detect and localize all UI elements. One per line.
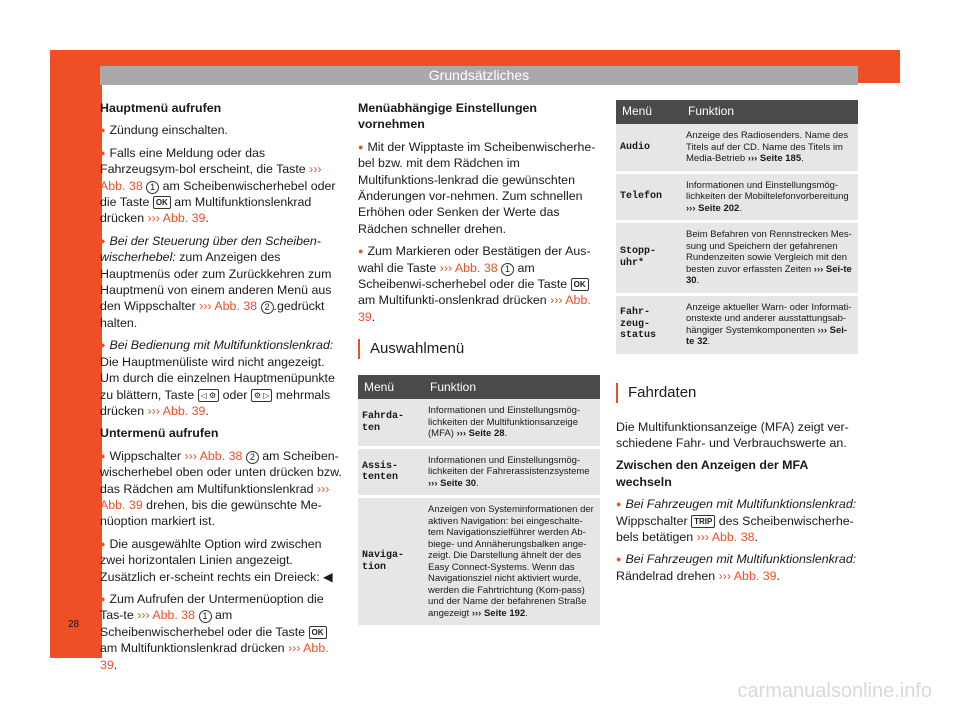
table-header: Menü [616, 100, 682, 124]
page-link[interactable]: ››› Seite 202 [686, 202, 740, 214]
page-link[interactable]: ››› Seite 192 [471, 607, 526, 619]
figure-link[interactable]: ››› Abb. 39 [147, 403, 206, 418]
heading-settings: Menüabhängige Einstellungen vornehmen [358, 101, 537, 132]
section-title: Fahrdaten [616, 383, 858, 403]
page-link[interactable]: ››› Seite 30 [428, 477, 477, 489]
page-number: 28 [68, 619, 80, 630]
step: ● Zum Aufrufen der Untermenüoption die Tas-te ››› Abb. 38 1 am Scheibenwischerhebel oder die Taste OK am Multifunktionslenkrad drücken ››› Abb. 39. [100, 591, 342, 673]
table-row: Fahrda-ten Informationen und Einstellungsmög-lichkeiten der Multifunktionsanzeige (MFA) ››› Seite 28. [358, 399, 600, 447]
table-row: Naviga-tion Anzeigen von Systeminformationen der aktiven Navigation: bei eingeschalte-tem Navigationszielführer werden Ab-biege- und Annäherungsbalken ange-zeigt. Die Darstellung ähnelt der des Easy Connect-Systems. Wenn das Navigationsziel nicht aktiviert wurde, werden die Fahrtrichtung (Kom-pass) und der Name der befahrenen Straße angezeigt ››› Seite 192. [358, 497, 600, 627]
table-header: Funktion [424, 375, 600, 399]
callout-number: 2 [261, 301, 274, 314]
watermark: carmanualsonline.info [737, 680, 932, 702]
menu-table [358, 375, 600, 628]
menu-table [616, 100, 858, 357]
figure-link[interactable]: ››› Abb. 38 [137, 608, 196, 623]
figure-link[interactable]: ››› Abb. 39 [100, 481, 330, 512]
figure-link[interactable]: ››› Abb. 39 [100, 641, 329, 672]
step: ● Wippschalter ››› Abb. 38 2 am Scheiben-wischerhebel oben oder unten drücken bzw. das Rädchen am Multifunktionslenkrad ››› Abb. 39 drehen, bis die gewünschte Me-nüoption markiert ist. [100, 448, 342, 530]
table-row: Audio Anzeige des Radiosenders. Name des Titels auf der CD. Name des Titels im Media-Betrieb ››› Seite 185. [616, 124, 858, 172]
figure-link[interactable]: ››› Abb. 39 [358, 293, 591, 324]
column-middle [358, 100, 600, 628]
page-link[interactable]: ››› Seite 185 [747, 153, 802, 164]
ok-key-icon: OK [309, 626, 327, 639]
figure-link[interactable]: ››› Abb. 38 [100, 162, 322, 193]
step: ● Zum Markieren oder Bestätigen der Aus-wahl die Taste ››› Abb. 38 1 am Scheibenwi-scherhebel oder die Taste OK am Multifunkti-onslenkrad drücken ››› Abb. 39. [358, 243, 600, 325]
step: ● Mit der Wipptaste im Scheibenwischerhe-bel bzw. mit dem Rädchen im Multifunktions-lenkrad die gewünschten Änderungen vor-nehmen. Zum schnellen Erhöhen oder Senken der Werte das Rädchen schneller drehen. [358, 139, 600, 237]
paragraph: Die Multifunktionsanzeige (MFA) zeigt ver-schiedene Fahr- und Verbrauchswerte an. [616, 419, 849, 450]
figure-link[interactable]: ››› Abb. 39 [147, 211, 206, 226]
step: ● Zündung einschalten. [100, 122, 342, 138]
ok-key-icon: OK [571, 278, 589, 291]
step: ● Bei der Steuerung über den Scheiben-wischerhebel: zum Anzeigen des Hauptmenüs oder zum Zurückkehren zum Hauptmenü von einem anderen Menü aus den Wippschalter ››› Abb. 38 2 .gedrückt halten. [100, 233, 342, 331]
step: ● Bei Fahrzeugen mit Multifunktionslenkrad: Rändelrad drehen ››› Abb. 39. [616, 551, 858, 584]
heading-submenu: Untermenü aufrufen [100, 426, 219, 441]
callout-number: 1 [501, 263, 514, 276]
left-key-icon: ◁ ⚙ [198, 389, 220, 402]
table-row: Stopp-uhr* Beim Befahren von Rennstrecken Mes-sung und Speichern der gefahrenen Rundenzeiten sowie Vergleich mit den besten zuvor erfassten Zeiten ››› Sei-te 30. [616, 222, 858, 295]
figure-link[interactable]: ››› Abb. 38 [184, 448, 243, 463]
step: ● Falls eine Meldung oder das Fahrzeugsym-bol erscheint, die Taste ››› Abb. 38 1 am Scheibenwischerhebel oder die Taste OK am Multifunktionslenkrad drücken ››› Abb. 39. [100, 145, 342, 227]
table-header: Funktion [682, 100, 858, 124]
page-link[interactable]: ››› Sei-te 32 [686, 324, 848, 347]
step: ● Die ausgewählte Option wird zwischen zwei horizontalen Linien angezeigt. Zusätzlich er-scheint rechts ein Dreieck: ◀ [100, 536, 342, 585]
ok-key-icon: OK [153, 196, 171, 209]
table-row: Assis-tenten Informationen und Einstellungsmög-lichkeiten der Fahrerassistenzsysteme ››› Seite 30. [358, 447, 600, 497]
figure-link[interactable]: ››› Abb. 38 [199, 299, 258, 314]
figure-link[interactable]: ››› Abb. 38 [439, 260, 498, 275]
heading-mfa-switch: Zwischen den Anzeigen der MFA wechseln [616, 458, 808, 489]
table-header: Menü [358, 375, 424, 399]
callout-number: 1 [146, 181, 159, 194]
step: ● Bei Fahrzeugen mit Multifunktionslenkrad: Wippschalter TRIP des Scheibenwischerhe-bels betätigen ››› Abb. 38. [616, 496, 858, 545]
callout-number: 1 [199, 610, 212, 623]
section-title: Auswahlmenü [358, 339, 600, 359]
callout-number: 2 [246, 451, 259, 464]
figure-link[interactable]: ››› Abb. 39 [718, 568, 777, 583]
step: ● Bei Bedienung mit Multifunktionslenkrad: Die Hauptmenüliste wird nicht angezeigt. Um durch die einzelnen Hauptmenüpunkte zu blättern, Taste ◁ ⚙ oder ⚙ ▷ mehrmals drücken ››› Abb. 39. [100, 337, 342, 419]
triangle-left-icon: ◀ [323, 569, 333, 584]
heading-main-menu: Hauptmenü aufrufen [100, 101, 222, 115]
page-link[interactable]: ››› Sei-te 30 [686, 263, 852, 286]
column-left [100, 100, 342, 679]
column-right [616, 100, 858, 590]
page-link[interactable]: ››› Seite 28 [456, 428, 505, 440]
page-header: Grundsätzliches [100, 66, 858, 85]
trip-key-icon: TRIP [691, 515, 715, 528]
table-row: Telefon Informationen und Einstellungsmög-lichkeiten der Mobiltelefonvorbereitung ››› Seite 202. [616, 172, 858, 222]
figure-link[interactable]: ››› Abb. 38 [696, 529, 755, 544]
right-key-icon: ⚙ ▷ [251, 389, 273, 402]
table-row: Fahr-zeug-status Anzeige aktueller Warn- oder Informati-onstexte und anderer ausstattungsab-hängiger Systemkomponenten ››› Sei-te 32. [616, 294, 858, 355]
